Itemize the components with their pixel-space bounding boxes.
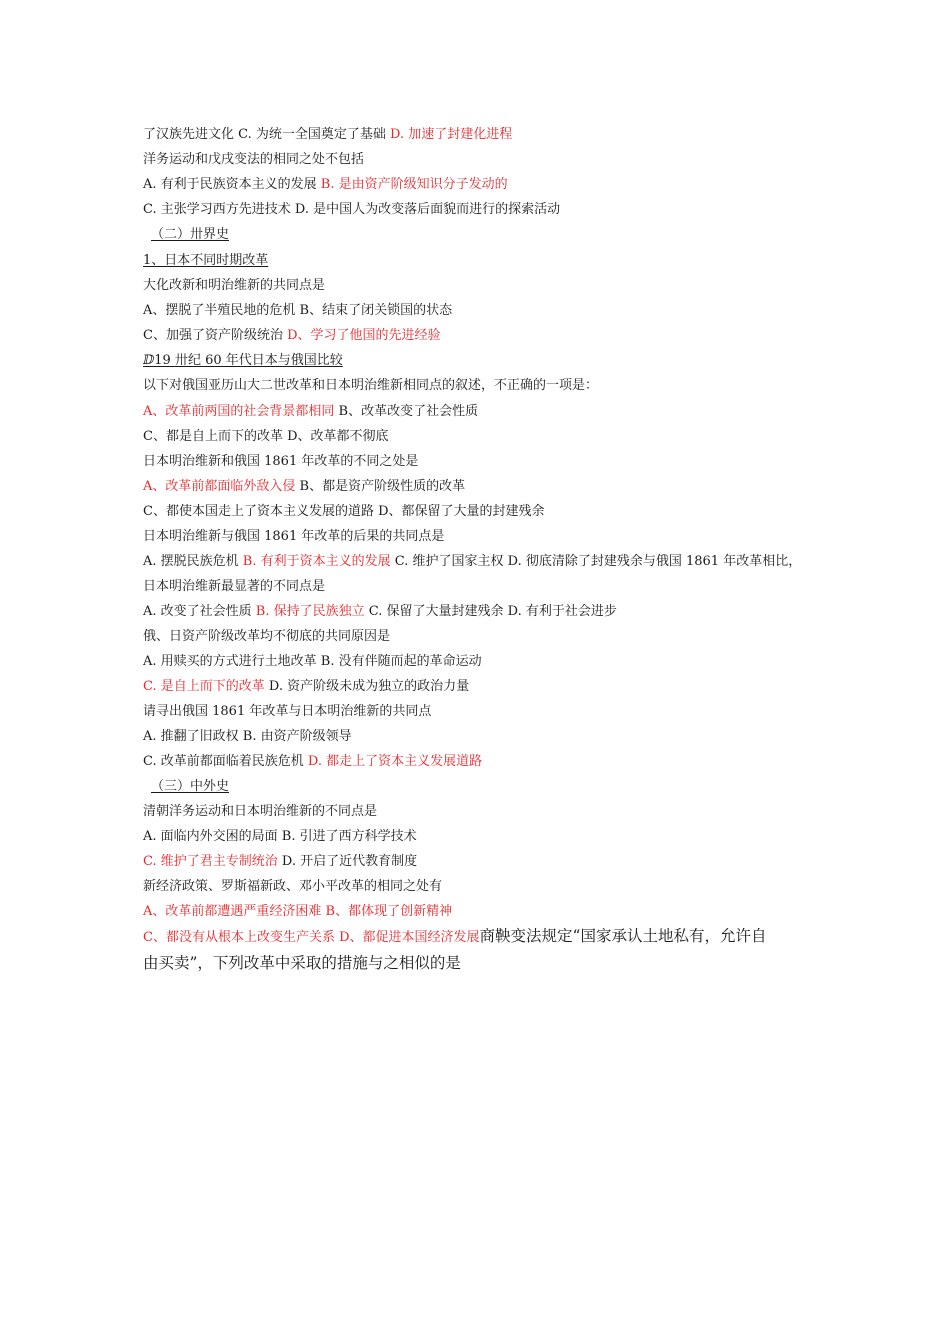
text-segment: C. 维护了国家主权 D. 彻底清除了封建残余与俄国 1861 年改革相比， [390,554,802,569]
text-segment: A. 有利于民族资本主义的发展 [143,177,321,192]
option-line [143,653,823,671]
question-line [143,578,823,596]
option-line [143,201,823,219]
option-line [143,302,823,320]
text-segment: B、都是资产阶级性质的改革 [295,479,466,494]
text-line-1 [143,126,823,144]
text-segment: D. 开启了近代教育制度 [277,854,418,869]
section-heading-chinese-foreign-history [151,778,831,796]
text-segment: 日本明治维新最显著的不同点是 [143,579,326,594]
text-segment: A、摆脱了半殖民地的危机 B、结束了闭关锁国的状态 [143,303,453,318]
option-line [143,403,823,421]
question-line [143,528,823,546]
text-segment: ⅅ19 卅纪 60 年代日本与俄国比较 [143,353,343,368]
option-line [143,753,823,771]
option-line [143,853,823,871]
answer-highlight: D. 加速了封建化进程 [390,127,513,142]
answer-highlight: C. 维护了君主专制统治 [143,854,278,869]
text-segment: C. 主张学习西方先进技术 D. 是中国人为改变落后面貌而进行的探索活动 [143,202,561,217]
question-line [143,803,823,821]
option-line [143,553,823,571]
answer-highlight: C、都没有从根本上改变生产关系 D、都促进本国经济发展 [143,930,480,945]
option-line [143,428,823,446]
option-line [143,828,823,846]
subsection-heading-japan-reforms [143,252,823,270]
text-segment: 清朝洋务运动和日本明治维新的不同点是 [143,804,378,819]
text-segment: D. 资产阶级未成为独立的政治力量 [264,679,470,694]
text-segment: A. 推翻了旧政权 B. 由资产阶级领导 [143,729,352,744]
question-line [143,703,823,721]
text-segment: 以下对俄国亚历山大二世改革和日本明治维新相同点的叙述，不正确的一项是： [143,378,599,393]
question-line [143,151,823,169]
text-segment: （二）卅界史 [151,227,230,242]
option-line [143,327,823,345]
question-line [143,628,823,646]
text-segment: C、都使本国走上了资本主义发展的道路 D、都保留了大量的封建残余 [143,504,545,519]
text-segment: A. 用赎买的方式进行土地改革 B. 没有伴随而起的革命运动 [143,654,482,669]
answer-highlight: A、改革前两国的社会背景都相同 [143,404,335,419]
text-segment: A. 面临内外交困的局面 B. 引进了西方科学技术 [143,829,417,844]
option-line [143,927,823,947]
answer-highlight: D. 都走上了资本主义发展道路 [307,754,483,769]
option-line [143,603,823,621]
answer-highlight: D、学习了他国的先进经验 [287,328,441,343]
text-segment: （三）中外史 [151,779,230,794]
text-segment: 日本明治维新和俄国 1861 年改革的不同之处是 [143,454,419,469]
text-segment: C、都是自上而下的改革 D、改革都不彻底 [143,429,389,444]
question-line [143,878,823,896]
text-segment: 1、日本不同时期改革 [143,253,269,268]
question-line [143,952,823,974]
question-line [143,453,823,471]
answer-highlight: B. 保持了民族独立 [255,604,365,619]
option-line [143,503,823,521]
text-segment: C、加强了资产阶级统治 [143,328,288,343]
question-line [143,377,823,395]
text-segment: 商鞅变法规定“国家承认土地私有，允许自 [479,927,767,945]
text-segment: 由买卖”，下列改革中采取的措施与之相似的是 [143,954,461,972]
answer-highlight: C. 是自上而下的改革 [143,679,265,694]
text-segment: 俄、日资产阶级改革均不彻底的共同原因是 [143,629,391,644]
text-segment: 新经济政策、罗斯福新政、邓小平改革的相同之处有 [143,879,443,894]
question-line [143,277,823,295]
text-segment: B、改革改变了社会性质 [334,404,479,419]
answer-highlight: A、改革前都遭遇严重经济困难 B、都体现了创新精神 [143,904,453,919]
text-segment: A. 改变了社会性质 [143,604,256,619]
answer-highlight: A、改革前都面临外敌入侵 [143,479,296,494]
text-segment: 日本明治维新与俄国 1861 年改革的后果的共同点是 [143,529,445,544]
option-line [143,478,823,496]
option-line [143,678,823,696]
subsection-heading-japan-russia [143,352,823,370]
text-segment: C. 改革前都面临着民族危机 [143,754,308,769]
text-segment: C. 保留了大量封建残余 D. 有利于社会进步 [364,604,617,619]
option-line [143,176,823,194]
answer-highlight: B. 有利于资本主义的发展 [242,554,391,569]
text-segment: 请寻出俄国 1861 年改革与日本明治维新的共同点 [143,704,432,719]
text-segment: A. 摆脱民族危机 [143,554,243,569]
text-segment: 大化改新和明治维新的共同点是 [143,278,326,293]
option-line [143,728,823,746]
text-segment: 了汉族先进文化 C. 为统一全国奠定了基础 [143,127,391,142]
answer-highlight: B. 是由资产阶级知识分子发动的 [320,177,508,192]
text-segment: 洋务运动和戊戌变法的相同之处不包括 [143,152,365,167]
section-heading-world-history [151,226,831,244]
option-line [143,903,823,921]
